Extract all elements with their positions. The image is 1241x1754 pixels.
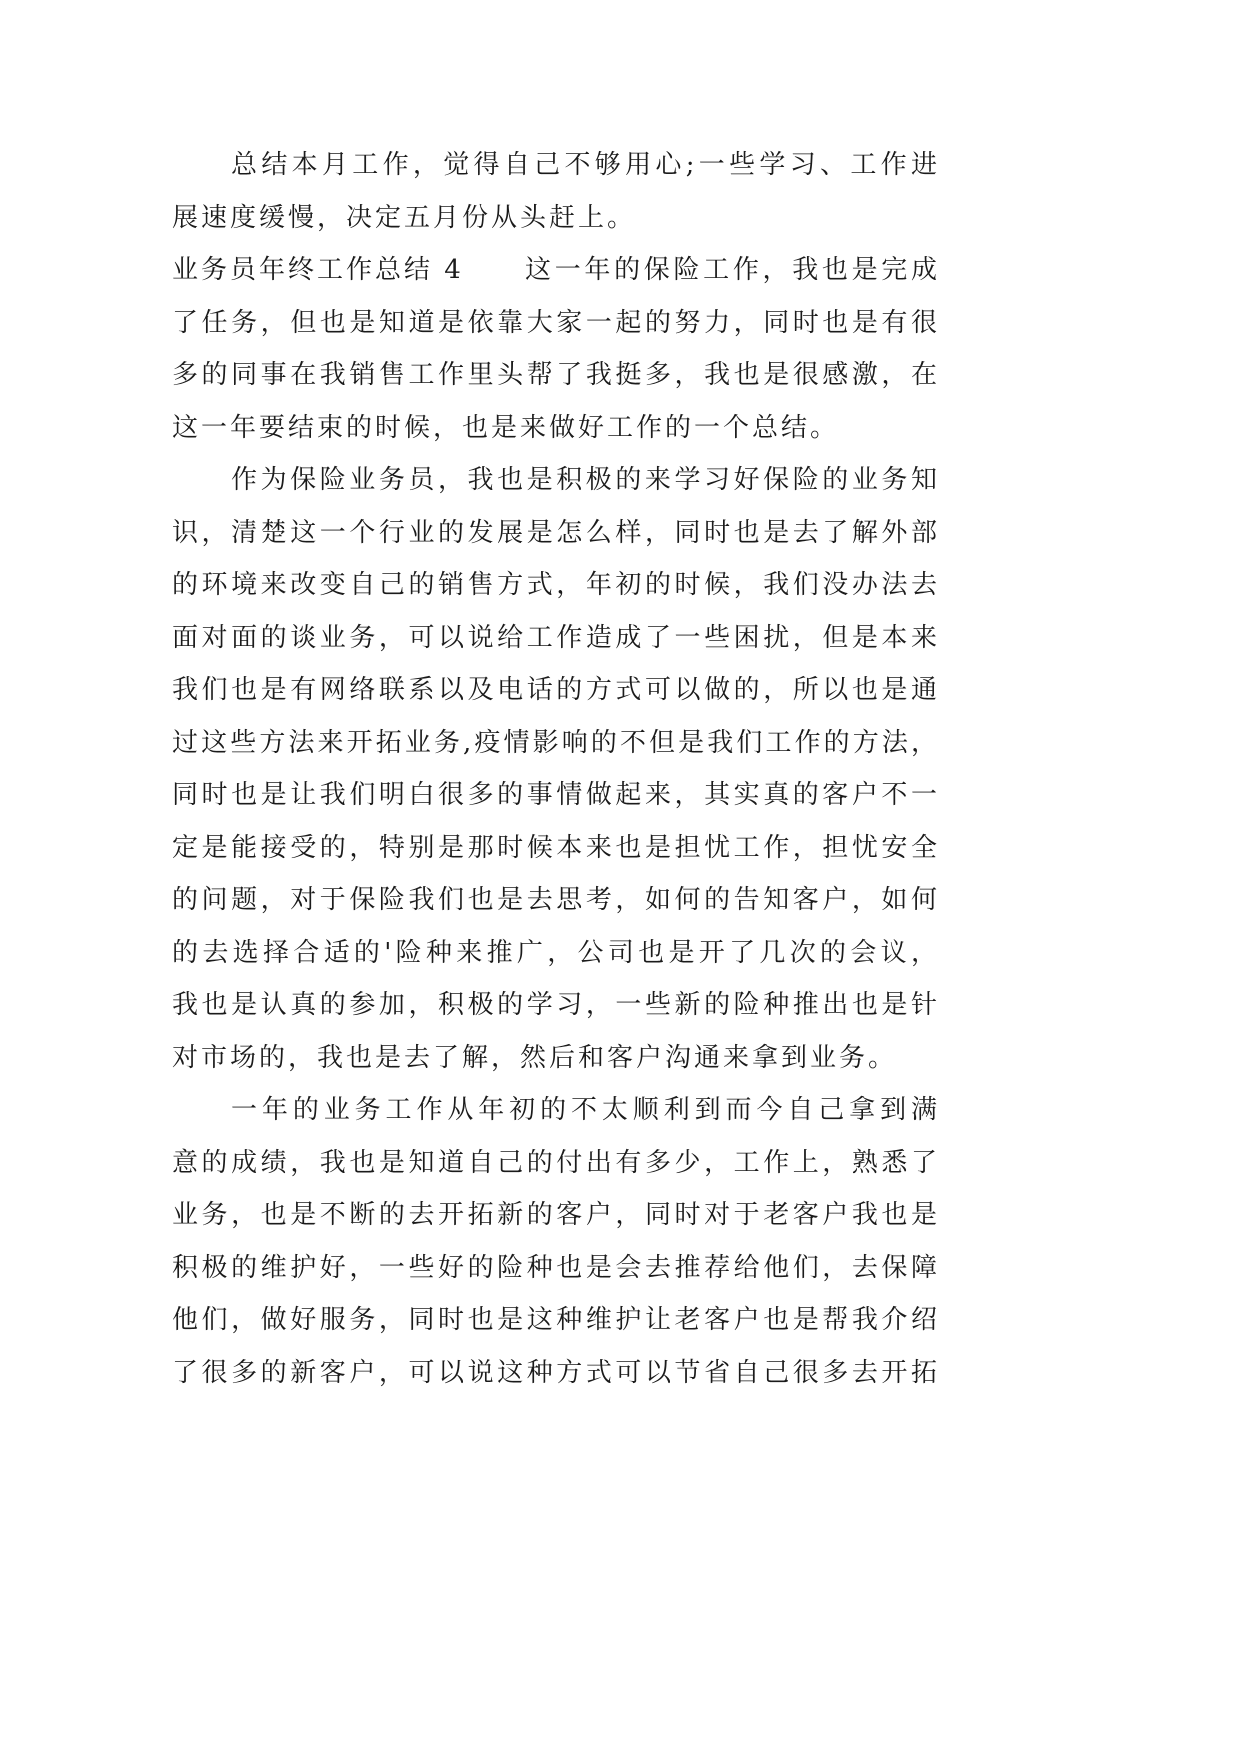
paragraph-line: 我也是认真的参加，积极的学习，一些新的险种推出也是针 bbox=[172, 990, 940, 1020]
paragraph-line: 他们，做好服务，同时也是这种维护让老客户也是帮我介绍 bbox=[172, 1305, 940, 1335]
paragraph-line: 面对面的谈业务，可以说给工作造成了一些困扰，但是本来 bbox=[172, 622, 940, 653]
paragraph-line: 的环境来改变自己的销售方式，年初的时候，我们没办法去 bbox=[172, 570, 940, 600]
paragraph-line: 的问题，对于保险我们也是去思考，如何的告知客户，如何 bbox=[172, 885, 940, 915]
paragraph-line: 积极的维护好，一些好的险种也是会去推荐给他们，去保障 bbox=[172, 1252, 940, 1283]
paragraph bbox=[172, 454, 940, 1084]
document-body bbox=[172, 139, 940, 1399]
paragraph-line: 多的同事在我销售工作里头帮了我挺多，我也是很感激，在 bbox=[172, 360, 940, 390]
paragraph-line: 作为保险业务员，我也是积极的来学习好保险的业务知 bbox=[231, 465, 940, 495]
paragraph-line: 这一年要结束的时候，也是来做好工作的一个总结。 bbox=[172, 412, 840, 443]
paragraph bbox=[172, 1084, 940, 1399]
paragraph-line: 总结本月工作，觉得自己不够用心;一些学习、工作进 bbox=[231, 150, 940, 180]
paragraph-line: 识，清楚这一个行业的发展是怎么样，同时也是去了解外部 bbox=[172, 517, 940, 548]
paragraph-line: 展速度缓慢，决定五月份从头赶上。 bbox=[172, 202, 637, 233]
paragraph-line: 了很多的新客户，可以说这种方式可以节省自己很多去开拓 bbox=[172, 1357, 940, 1388]
section-heading-line bbox=[172, 244, 940, 297]
paragraph-line: 这一年的保险工作，我也是完成 bbox=[525, 255, 940, 285]
paragraph-line: 意的成绩，我也是知道自己的付出有多少，工作上，熟悉了 bbox=[172, 1147, 940, 1178]
paragraph-line: 的去选择合适的'险种来推广，公司也是开了几次的会议， bbox=[172, 937, 940, 968]
section-paragraph bbox=[172, 244, 940, 454]
paragraph-line: 业务，也是不断的去开拓新的客户，同时对于老客户我也是 bbox=[172, 1200, 940, 1230]
paragraph-line: 了任务，但也是知道是依靠大家一起的努力，同时也是有很 bbox=[172, 307, 940, 338]
paragraph-line: 定是能接受的，特别是那时候本来也是担忧工作，担忧安全 bbox=[172, 832, 940, 863]
paragraph-line: 过这些方法来开拓业务,疫情影响的不但是我们工作的方法， bbox=[172, 727, 940, 758]
intro-paragraph bbox=[172, 139, 940, 244]
paragraph-line: 一年的业务工作从年初的不太顺利到而今自己拿到满 bbox=[231, 1095, 940, 1125]
paragraph-line: 我们也是有网络联系以及电话的方式可以做的，所以也是通 bbox=[172, 675, 940, 705]
section-heading: 业务员年终工作总结 4 bbox=[172, 255, 464, 285]
paragraph-line: 对市场的，我也是去了解，然后和客户沟通来拿到业务。 bbox=[172, 1042, 898, 1073]
paragraph-line: 同时也是让我们明白很多的事情做起来，其实真的客户不一 bbox=[172, 780, 940, 810]
